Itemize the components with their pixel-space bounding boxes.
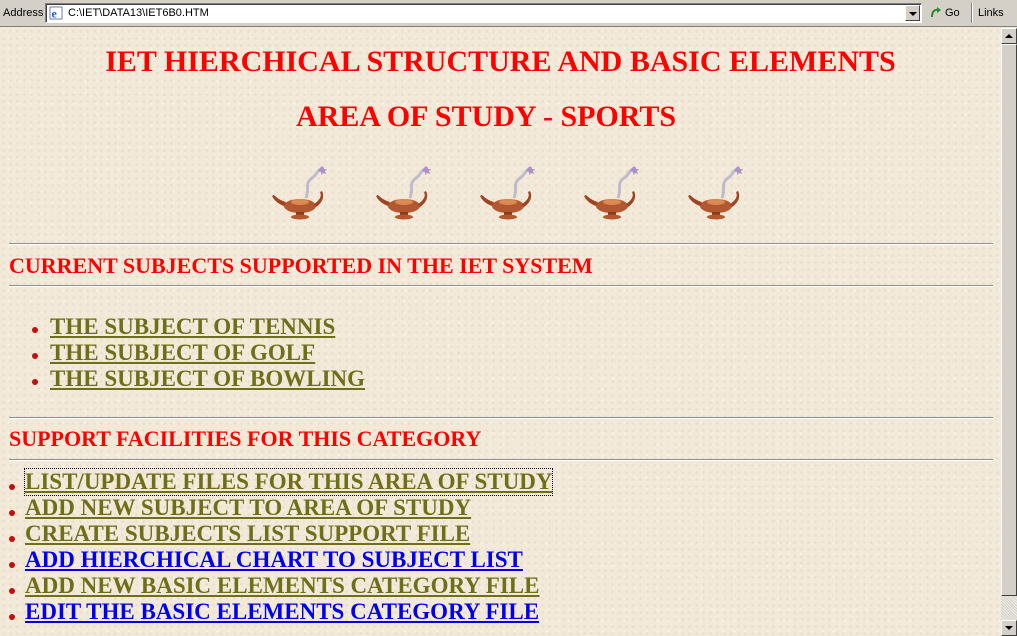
list-update-files-link[interactable]: LIST/UPDATE FILES FOR THIS AREA OF STUDY: [25, 469, 553, 494]
add-hierchical-chart-link[interactable]: ADD HIERCHICAL CHART TO SUBJECT LIST: [25, 547, 523, 572]
bullet: [9, 614, 15, 620]
subject-link-golf[interactable]: THE SUBJECT OF GOLF: [50, 340, 316, 365]
go-arrow-icon: [929, 6, 943, 20]
add-new-subject-link[interactable]: ADD NEW SUBJECT TO AREA OF STUDY: [25, 495, 472, 520]
address-dropdown-button[interactable]: [905, 5, 920, 21]
add-basic-elements-link[interactable]: ADD NEW BASIC ELEMENTS CATEGORY FILE: [25, 573, 540, 598]
subject-link-tennis[interactable]: THE SUBJECT OF TENNIS: [50, 314, 336, 339]
page-title: IET HIERCHICAL STRUCTURE AND BASIC ELEMENTS: [105, 45, 896, 78]
address-input[interactable]: [45, 3, 922, 23]
magic-lamp-icon: [374, 166, 436, 224]
subject-link-bowling[interactable]: THE SUBJECT OF BOWLING: [50, 366, 366, 391]
toolbar-separator: [971, 3, 973, 23]
bullet: [32, 353, 38, 359]
address-bar: [0, 0, 1017, 27]
lamp-row: [270, 166, 760, 226]
links-button[interactable]: Links: [978, 7, 1004, 19]
bullet: [9, 562, 15, 568]
create-subjects-list-link[interactable]: CREATE SUBJECTS LIST SUPPORT FILE: [25, 521, 471, 546]
address-label: Address: [3, 7, 44, 19]
divider: [9, 417, 993, 419]
bullet: [32, 327, 38, 333]
divider: [9, 285, 993, 287]
scroll-up-button[interactable]: [1001, 28, 1017, 44]
magic-lamp-icon: [582, 166, 644, 224]
bullet: [9, 588, 15, 594]
page-subtitle: AREA OF STUDY - SPORTS: [296, 100, 677, 133]
page-content: [0, 28, 1001, 636]
go-button[interactable]: [929, 5, 960, 21]
ie-page-icon: [49, 6, 63, 20]
divider: [9, 243, 993, 245]
vertical-scrollbar[interactable]: [1001, 28, 1017, 636]
bullet: [9, 536, 15, 542]
magic-lamp-icon: [478, 166, 540, 224]
scroll-down-button[interactable]: [1001, 620, 1017, 636]
scroll-thumb[interactable]: [1001, 44, 1017, 596]
go-label: Go: [945, 7, 960, 19]
svg-text:e: e: [51, 6, 57, 20]
magic-lamp-icon: [270, 166, 332, 224]
bullet: [9, 510, 15, 516]
address-url: C:\IET\DATA13\IET6B0.HTM: [68, 7, 209, 19]
facilities-heading: SUPPORT FACILITIES FOR THIS CATEGORY: [9, 426, 482, 451]
bullet: [9, 484, 15, 490]
bullet: [32, 379, 38, 385]
edit-basic-elements-link[interactable]: EDIT THE BASIC ELEMENTS CATEGORY FILE: [25, 599, 540, 624]
magic-lamp-icon: [686, 166, 748, 224]
subjects-heading: CURRENT SUBJECTS SUPPORTED IN THE IET SYSTEM: [9, 253, 593, 278]
divider: [9, 459, 993, 461]
